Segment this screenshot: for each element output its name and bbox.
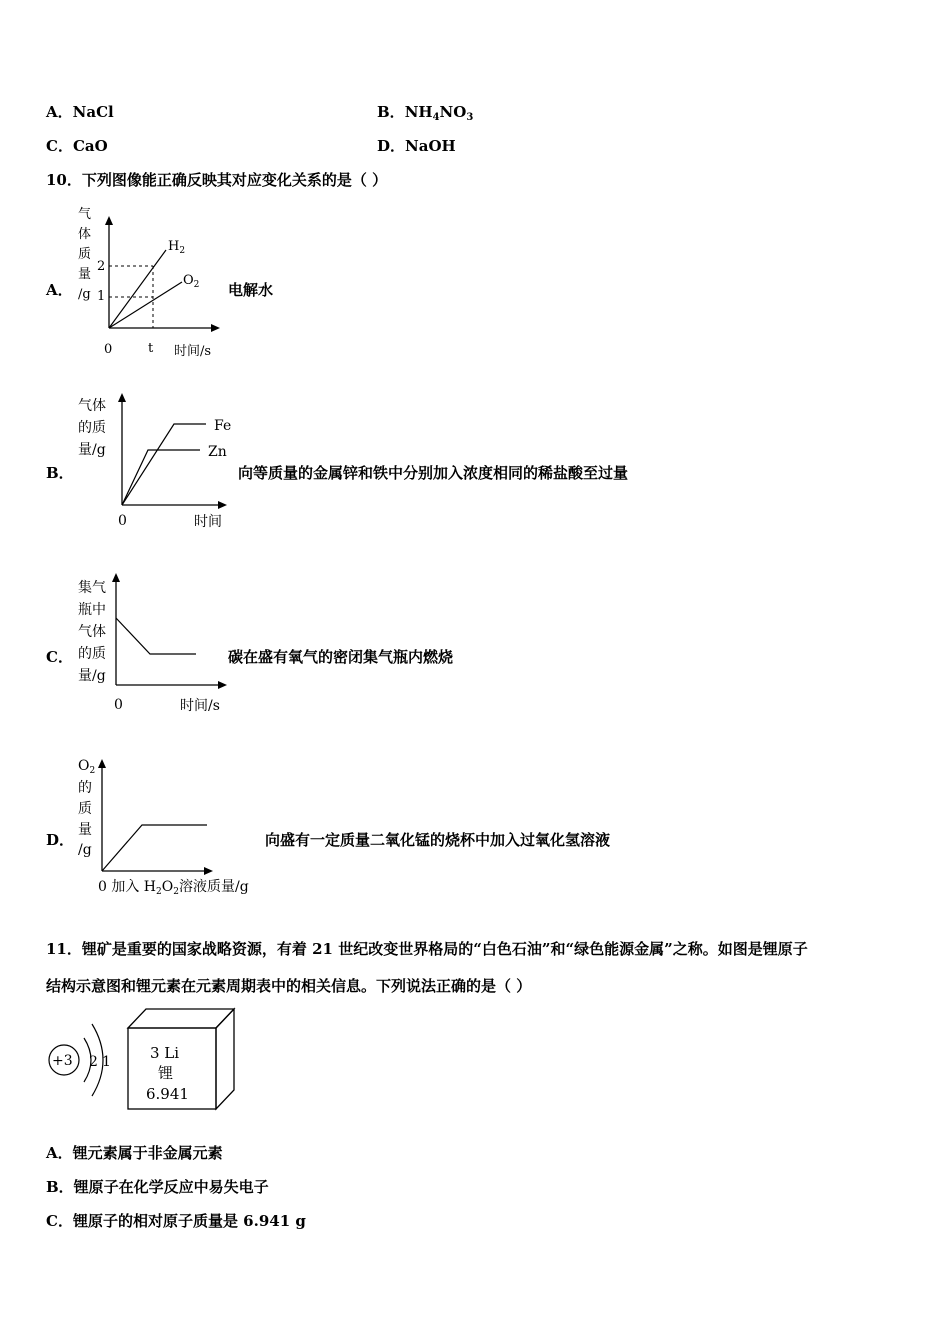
svg-text:t: t bbox=[148, 341, 154, 356]
q11-option-a: A．锂元素属于非金属元素 bbox=[46, 1144, 223, 1162]
a-h2-line bbox=[109, 250, 166, 328]
svg-text:量: 量 bbox=[78, 822, 92, 838]
svg-text:量/g: 量/g bbox=[78, 668, 106, 684]
q10-b-desc: 向等质量的金属锌和铁中分别加入浓度相同的稀盐酸至过量 bbox=[238, 464, 629, 482]
svg-text:H2: $H_2$ bbox=[168, 239, 186, 256]
q10-c-desc: 碳在盛有氧气的密闭集气瓶内燃烧 bbox=[228, 648, 454, 666]
q11-stem-line2: 结构示意图和锂元素在元素周期表中的相关信息。下列说法正确的是（ ） bbox=[46, 977, 532, 995]
q11-option-c: C．锂原子的相对原子质量是 6.941 g bbox=[46, 1212, 306, 1230]
svg-text:6.941: 6.941 bbox=[146, 1085, 189, 1103]
svg-text:O2: $O_2$ bbox=[78, 758, 96, 776]
svg-text:量/g: 量/g bbox=[78, 442, 106, 458]
q10-d-graph bbox=[70, 752, 270, 902]
d-o2-line bbox=[102, 825, 207, 871]
b-fe-line bbox=[122, 424, 206, 505]
svg-text:/g: /g bbox=[78, 842, 92, 858]
q10-d-label: D． bbox=[46, 831, 75, 849]
svg-text:3 Li: 3 Li bbox=[150, 1044, 180, 1062]
c-gas-line bbox=[116, 618, 196, 654]
q10-d-desc: 向盛有一定质量二氧化锰的烧杯中加入过氧化氢溶液 bbox=[265, 831, 611, 849]
svg-text:的质: 的质 bbox=[78, 420, 106, 436]
svg-text:时间/s: 时间/s bbox=[180, 698, 220, 714]
svg-text:Fe: Fe bbox=[214, 418, 232, 434]
q10-a-desc: 电解水 bbox=[228, 281, 274, 299]
b-zn-line bbox=[122, 450, 200, 505]
q10-a-label: A． bbox=[46, 281, 73, 299]
svg-text:时间: 时间 bbox=[194, 514, 222, 530]
svg-text:Zn: Zn bbox=[208, 444, 227, 460]
svg-text:的: 的 bbox=[78, 780, 92, 796]
lithium-periodic-table-cell bbox=[124, 1006, 239, 1114]
svg-text:0 加入 H2O2溶液质量/g: 0 加入 $H_2O_2$溶液质量/g bbox=[98, 879, 249, 897]
svg-text:0: 0 bbox=[114, 697, 123, 713]
svg-text:1: 1 bbox=[97, 289, 106, 304]
q10-stem: 10．下列图像能正确反映其对应变化关系的是（ ） bbox=[46, 171, 388, 189]
svg-text:2: 2 bbox=[97, 259, 106, 274]
q10-a-graph bbox=[70, 200, 240, 365]
svg-text:O2: $O_2$ bbox=[183, 273, 200, 290]
svg-text:0: 0 bbox=[118, 513, 127, 529]
svg-text:锂: 锂 bbox=[158, 1064, 174, 1082]
svg-text:气体: 气体 bbox=[78, 398, 106, 414]
svg-text:2: 2 bbox=[89, 1054, 98, 1070]
q9-option-c: C．CaO bbox=[46, 137, 108, 155]
svg-text:+3: +3 bbox=[52, 1053, 73, 1069]
q10-c-graph bbox=[70, 568, 240, 718]
a-ylabel-0: 气 bbox=[78, 207, 92, 222]
svg-text:0: 0 bbox=[104, 342, 113, 357]
q11-stem-line1: 11．锂矿是重要的国家战略资源，有着 21 世纪改变世界格局的“白色石油”和“绿色能源金属”之称。如图是锂原子 bbox=[46, 940, 808, 958]
a-ylabel-4: /g bbox=[78, 287, 91, 302]
q11-option-b: B．锂原子在化学反应中易失电子 bbox=[46, 1178, 269, 1196]
svg-text:质: 质 bbox=[78, 801, 92, 817]
svg-text:气体: 气体 bbox=[78, 624, 106, 640]
svg-text:的质: 的质 bbox=[78, 646, 106, 662]
q10-b-label: B． bbox=[46, 464, 74, 482]
q9-option-b: B．$NH_4NO_3$ bbox=[377, 103, 474, 123]
svg-text:时间/s: 时间/s bbox=[174, 344, 212, 359]
a-ylabel-1: 体 bbox=[78, 227, 92, 242]
svg-text:集气: 集气 bbox=[78, 580, 106, 596]
q9-option-d: D．NaOH bbox=[377, 137, 456, 155]
a-o2-line bbox=[109, 282, 182, 328]
svg-text:1: 1 bbox=[102, 1054, 111, 1070]
a-ylabel-2: 质 bbox=[78, 247, 92, 262]
q10-b-graph bbox=[70, 388, 240, 538]
q10-c-label: C． bbox=[46, 648, 73, 666]
a-ylabel-3: 量 bbox=[78, 267, 92, 282]
q9-option-a: A．NaCl bbox=[46, 103, 114, 121]
svg-text:瓶中: 瓶中 bbox=[78, 602, 106, 618]
